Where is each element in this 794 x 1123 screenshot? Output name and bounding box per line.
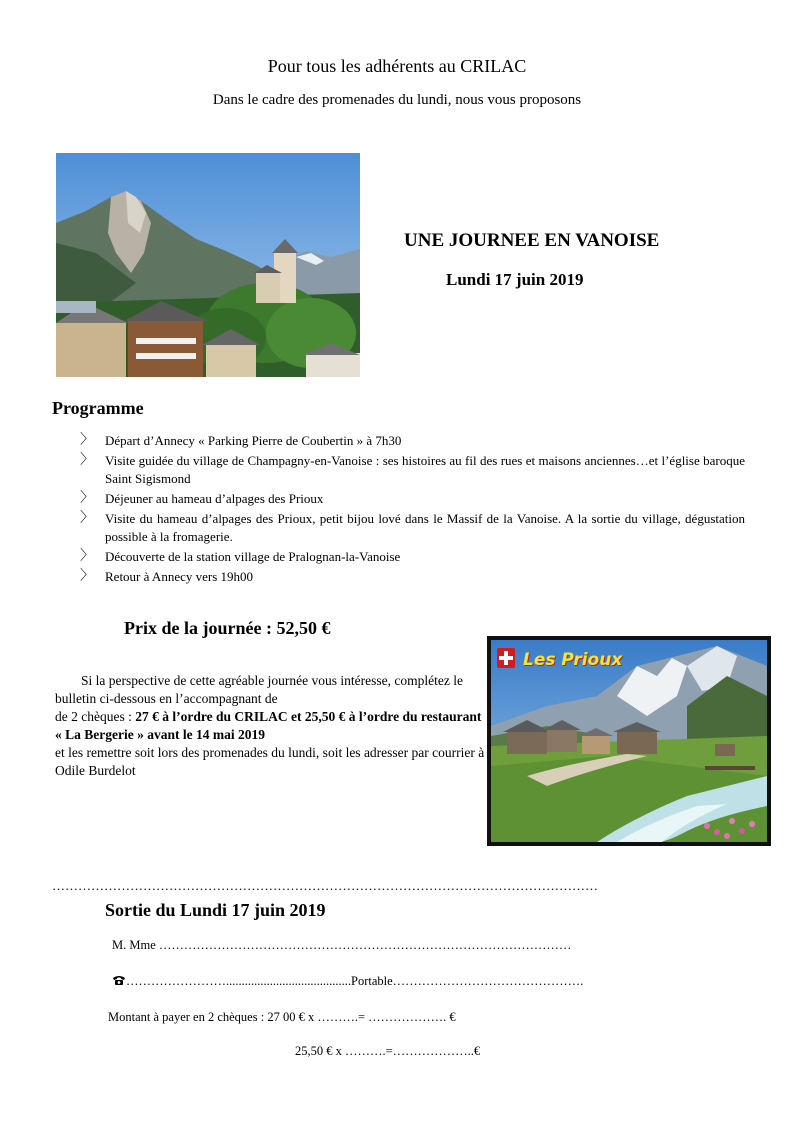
postcard-label: Les Prioux: [523, 650, 623, 670]
amount-line-2: 25,50 € x ……….=………………..€: [295, 1044, 481, 1058]
cut-separator: ………………………………………………………………………………………………………………: [52, 878, 598, 893]
programme-item: 〉 Retour à Annecy vers 19h00: [80, 569, 254, 584]
bullet-icon: 〉: [80, 511, 94, 526]
bullet-icon: 〉: [80, 433, 94, 448]
event-date: Lundi 17 juin 2019: [446, 270, 584, 289]
telephone-icon: [112, 975, 126, 986]
programme-item: 〉 Déjeuner au hameau d’alpages des Prioux: [80, 491, 324, 506]
bullet-icon: 〉: [80, 453, 94, 468]
bullet-icon: 〉: [80, 549, 94, 564]
prioux-postcard: [487, 636, 771, 846]
programme-item: 〉 Visite du hameau d’alpages des Prioux, petit bijou lové dans le Massif de la Vanoise. A la sortie du village, dégustation possible à la fromagerie.: [80, 511, 745, 544]
price: Prix de la journée : 52,50 €: [124, 618, 331, 638]
bullet-icon: 〉: [80, 491, 94, 506]
info-paragraph: Si la perspective de cette agréable journée vous intéresse, complétez le bulletin ci-dessous en l’accompagnant de de 2 chèques : 27 € à l’ordre du CRILAC et 25,50 € à l’ordre du restaurant « La Bergerie » avant le 14 mai 2019 et les remettre soit lors des promenades du lundi, soit les adresser par courrier à Odile Burdelot: [55, 673, 485, 778]
programme-list: [80, 432, 745, 588]
event-title: UNE JOURNEE EN VANOISE: [404, 230, 660, 251]
bullet-icon: 〉: [80, 569, 94, 584]
programme-item: 〉 Découverte de la station village de Pralognan-la-Vanoise: [80, 549, 401, 564]
programme-title: Programme: [52, 398, 144, 418]
programme-item: 〉 Départ d’Annecy « Parking Pierre de Coubertin » à 7h30: [80, 433, 402, 448]
village-photo: [56, 153, 360, 377]
form-title: Sortie du Lundi 17 juin 2019: [105, 900, 326, 920]
header-line-2: Dans le cadre des promenades du lundi, nous vous proposons: [212, 92, 582, 108]
amount-line-1: Montant à payer en 2 chèques : 27 00 € x ……….= ………………. €: [108, 1010, 456, 1024]
header-line-1: Pour tous les adhérents au CRILAC: [267, 56, 527, 76]
phone-line: ……………………........................................Portable……………………………………….: [112, 974, 583, 989]
programme-item: 〉 Visite guidée du village de Champagny-en-Vanoise : ses histoires au fil des rues et maisons anciennes…et l’église baroque Saint Sigismond: [80, 453, 745, 486]
name-line: M. Mme ………………………………………………………………………………………: [112, 938, 572, 952]
